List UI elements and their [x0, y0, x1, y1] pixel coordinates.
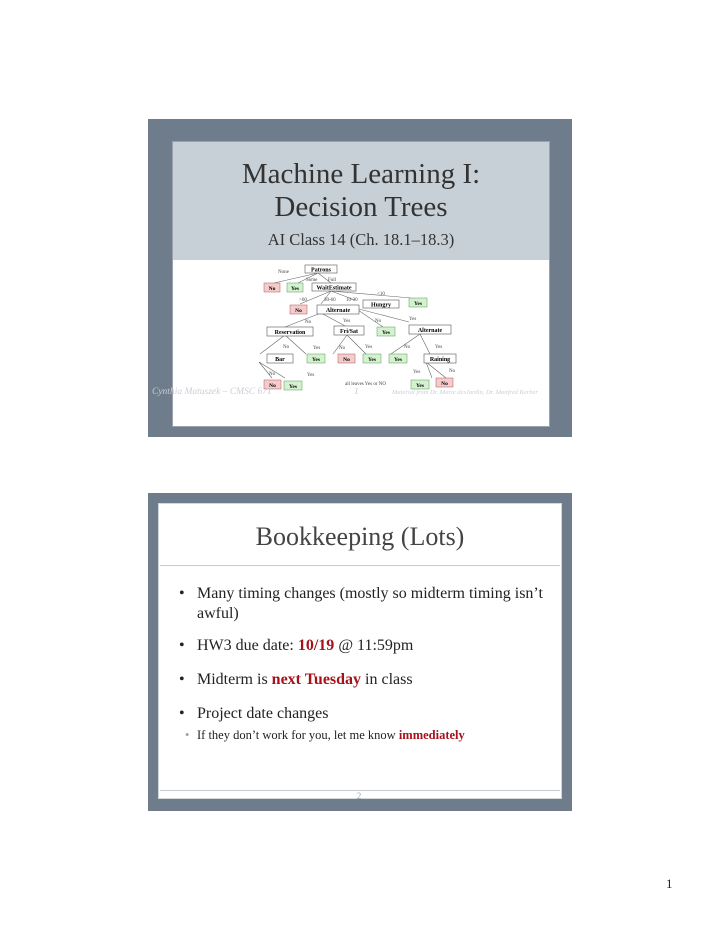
- bullet-dot: •: [179, 585, 185, 602]
- bullet-project-dates-text: Project date changes: [197, 705, 329, 722]
- bullet-hw3-due-suffix: @ 11:59pm: [334, 637, 414, 654]
- edge-label-frisat-yes: Yes: [365, 345, 373, 350]
- bullet-dot: •: [179, 705, 185, 722]
- bullet-midterm-prefix: Midterm is: [197, 671, 272, 688]
- slide-1-title: [173, 158, 549, 224]
- edge-label-alt2-yes: Yes: [435, 345, 443, 350]
- slide-2-content: [158, 503, 562, 799]
- node-bar-label: Bar: [275, 356, 285, 363]
- leaf-hungry-no-yes-label: Yes: [382, 329, 390, 336]
- bullet-dot: •: [179, 671, 185, 688]
- slide-1-title-line-2: Decision Trees: [274, 191, 448, 223]
- edge-label-bar-yes: Yes: [307, 373, 315, 378]
- node-frisat-label: Fri/Sat: [340, 328, 358, 335]
- leaf-gt60-no-label: No: [295, 307, 302, 314]
- edge-label-10-30: 10-30: [346, 298, 358, 303]
- slide-1-content: [172, 141, 550, 427]
- node-reservation: [267, 327, 313, 336]
- slide-1-footer-credit: Material from Dr. Marie desJardin, Dr. Manfred Kerber: [392, 389, 538, 396]
- bullet-hw3-due-prefix: HW3 due date:: [197, 637, 298, 654]
- bullet-midterm-suffix: in class: [361, 671, 413, 688]
- node-alternate-2: [409, 325, 451, 334]
- slide-2-footer-number: 2: [356, 791, 362, 801]
- bullet-dot: •: [179, 637, 185, 654]
- leaf-alt2-no-yes-label: Yes: [394, 356, 402, 363]
- node-hungry: [363, 300, 399, 308]
- slide-1-footer: [148, 387, 548, 401]
- leaf-rain-yes-label: Yes: [416, 382, 424, 389]
- edge-label-none: None: [278, 270, 289, 275]
- node-alternate-1-label: Alternate: [325, 307, 351, 314]
- edge-label-rain-no: No: [449, 369, 456, 374]
- leaf-some-yes-label: Yes: [291, 285, 299, 292]
- leaf-lt10-yes-label: Yes: [414, 300, 422, 307]
- edge-label-some: Some: [306, 278, 318, 283]
- sub-bullet-text: If they don’t work for you, let me know: [197, 728, 399, 742]
- node-alternate-1: [317, 305, 359, 314]
- slide-2-title: Bookkeeping (Lots): [255, 522, 465, 551]
- page-number: 1: [666, 876, 673, 891]
- slide-2-title-box: [160, 505, 560, 566]
- midterm-date-highlight: next Tuesday: [271, 671, 362, 688]
- node-waitestimate-label: WaitEstimate: [316, 285, 352, 292]
- slide-1-title-band: [173, 142, 549, 260]
- leaf-rain-no-label: No: [441, 380, 448, 387]
- bullet-project-dates: [171, 704, 551, 724]
- leaf-lt10-yes: [409, 298, 427, 307]
- node-patrons: [305, 265, 337, 273]
- hw3-due-date-highlight: 10/19: [297, 637, 335, 654]
- leaf-bar-yes-label: Yes: [289, 383, 297, 390]
- bullet-timing-changes: [171, 584, 551, 624]
- slide-1-title-line-1: Machine Learning I:: [241, 158, 481, 190]
- node-hungry-label: Hungry: [370, 302, 392, 309]
- leaf-none-no-label: No: [268, 285, 276, 292]
- slide-1-footer-number: 1: [354, 387, 359, 397]
- edge-label-res-no: No: [283, 345, 290, 350]
- bullet-hw3-due: [171, 636, 551, 656]
- tree-note: all leaves Yes or NO: [345, 382, 386, 387]
- tree-leaf-nodes: [264, 283, 453, 390]
- bullet-timing-changes-text: Many timing changes (mostly so midterm timing isn’t awful): [197, 585, 543, 622]
- edge-label-full: Full: [328, 278, 337, 283]
- leaf-frisat-no-label: No: [343, 356, 350, 363]
- edge-label-rain-yes: Yes: [413, 370, 421, 375]
- leaf-bar-no-label: No: [269, 382, 276, 389]
- leaf-res-yes-yes: [307, 354, 325, 363]
- node-waitestimate: [312, 283, 356, 291]
- edge-label-res-yes: Yes: [313, 346, 321, 351]
- edge-label-hungry-yes: Yes: [409, 317, 417, 322]
- leaf-some-yes: [287, 283, 303, 292]
- leaf-rain-no: [436, 378, 453, 387]
- leaf-gt60-no: [290, 305, 307, 314]
- slide-1-thumbnail: [148, 119, 572, 437]
- slide-1-subtitle: AI Class 14 (Ch. 18.1–18.3): [267, 230, 455, 249]
- leaf-alt2-no-yes: [389, 354, 407, 363]
- leaf-none-no: [264, 283, 280, 292]
- sub-bullet-let-me-know: [171, 727, 551, 743]
- edge-label-alt1-yes: Yes: [343, 319, 351, 324]
- edge-label-alt1-no: No: [305, 320, 312, 325]
- slide-1-footer-author: Cynthia Matuszek – CMSC 671: [152, 387, 272, 397]
- edge-label-frisat-no: No: [339, 346, 346, 351]
- node-raining-label: Raining: [429, 356, 451, 363]
- node-frisat: [334, 326, 364, 335]
- leaf-frisat-no: [338, 354, 355, 363]
- sub-bullet-dot: •: [185, 728, 190, 742]
- slide-2-thumbnail: [148, 493, 572, 811]
- edge-label-hungry-no: No: [375, 319, 382, 324]
- edge-label-gt60: >60: [299, 298, 307, 303]
- leaf-res-yes-yes-label: Yes: [312, 356, 320, 363]
- leaf-hungry-no-yes: [377, 327, 395, 336]
- edge-label-30-60: 30-60: [324, 298, 336, 303]
- edge-label-bar-no: No: [269, 372, 276, 377]
- node-patrons-label: Patrons: [311, 267, 331, 274]
- immediately-highlight: immediately: [398, 728, 465, 742]
- slide-2-bullet-list: [171, 584, 551, 743]
- leaf-frisat-yes: [363, 354, 381, 363]
- edge-label-lt10: <10: [377, 292, 385, 297]
- bullet-midterm: [171, 670, 551, 690]
- node-alternate-2-label: Alternate: [417, 327, 443, 334]
- leaf-frisat-yes-label: Yes: [368, 356, 376, 363]
- node-raining: [424, 354, 456, 363]
- node-bar: [267, 354, 293, 363]
- edge-label-alt2-no: No: [404, 345, 411, 350]
- node-reservation-label: Reservation: [274, 329, 306, 336]
